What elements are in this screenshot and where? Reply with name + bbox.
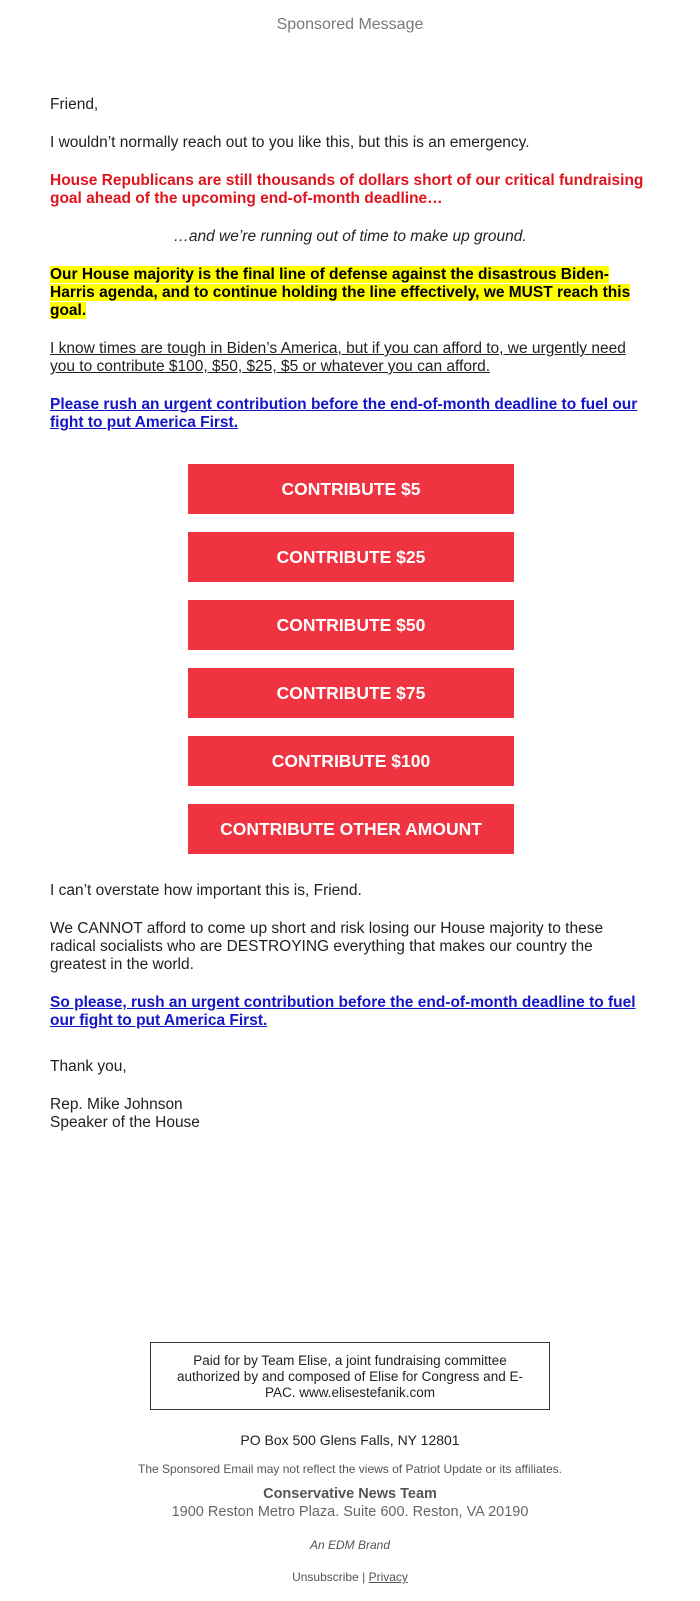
underlined-paragraph: I know times are tough in Biden’s America, but if you can afford to, we urgently need you to contribute $100, $50, $25, $5 or whatever you can afford. [50, 340, 626, 375]
email-body-continued [50, 882, 650, 1132]
paid-for-disclaimer: Paid for by Team Elise, a joint fundraising committee authorized by and composed of Elise for Congress and E-PAC. www.elisestefanik.com [150, 1342, 550, 1410]
thanks-line: Thank you, [50, 1058, 127, 1075]
sponsored-notice: The Sponsored Email may not reflect the views of Patriot Update or its affiliates. [138, 1462, 562, 1476]
italic-line: …and we’re running out of time to make up ground. [173, 228, 527, 245]
contribution-link-top[interactable]: Please rush an urgent contribution before the end-of-month deadline to fuel our fight to put America First. [50, 396, 638, 431]
team-name: Conservative News Team [263, 1486, 437, 1502]
greeting: Friend, [50, 96, 99, 113]
signer-name: Rep. Mike Johnson [50, 1096, 183, 1113]
overstate-paragraph: I can’t overstate how important this is, Friend. [50, 882, 362, 899]
intro-paragraph: I wouldn’t normally reach out to you like this, but this is an emergency. [50, 134, 530, 151]
contribute-50-button[interactable]: CONTRIBUTE $50 [188, 600, 514, 650]
team-address: 1900 Reston Metro Plaza. Suite 600. Reston, VA 20190 [171, 1504, 529, 1520]
contribute-25-button[interactable]: CONTRIBUTE $25 [188, 532, 514, 582]
contribute-100-button[interactable]: CONTRIBUTE $100 [188, 736, 514, 786]
cannot-paragraph: We CANNOT afford to come up short and risk losing our House majority to these radical socialists who are DESTROYING everything that makes our country the greatest in the world. [50, 920, 604, 973]
email-body [50, 96, 650, 432]
privacy-link[interactable]: Privacy [368, 1570, 408, 1584]
unsubscribe-link[interactable]: Unsubscribe [292, 1570, 359, 1584]
contribute-75-button[interactable]: CONTRIBUTE $75 [188, 668, 514, 718]
footer-separator: | [358, 1570, 369, 1584]
sponsored-message-label: Sponsored Message [276, 16, 424, 33]
red-alert-paragraph: House Republicans are still thousands of dollars short of our critical fundraising goal ahead of the upcoming end-of-month deadline… [50, 172, 644, 207]
contribution-buttons [188, 464, 514, 872]
po-box-address: PO Box 500 Glens Falls, NY 12801 [240, 1432, 460, 1448]
brand-line: An EDM Brand [309, 1538, 391, 1552]
highlight-text: Our House majority is the final line of defense against the disastrous Biden-Harris agenda, and to continue holding the line effectively, we MUST reach this goal. [50, 266, 631, 319]
signer-title: Speaker of the House [50, 1114, 200, 1131]
highlight-paragraph [50, 266, 650, 320]
contribute-other-button[interactable]: CONTRIBUTE OTHER AMOUNT [188, 804, 514, 854]
contribute-5-button[interactable]: CONTRIBUTE $5 [188, 464, 514, 514]
contribution-link-bottom[interactable]: So please, rush an urgent contribution before the end-of-month deadline to fuel our fight to put America First. [50, 994, 636, 1029]
footer-links [0, 1570, 700, 1584]
